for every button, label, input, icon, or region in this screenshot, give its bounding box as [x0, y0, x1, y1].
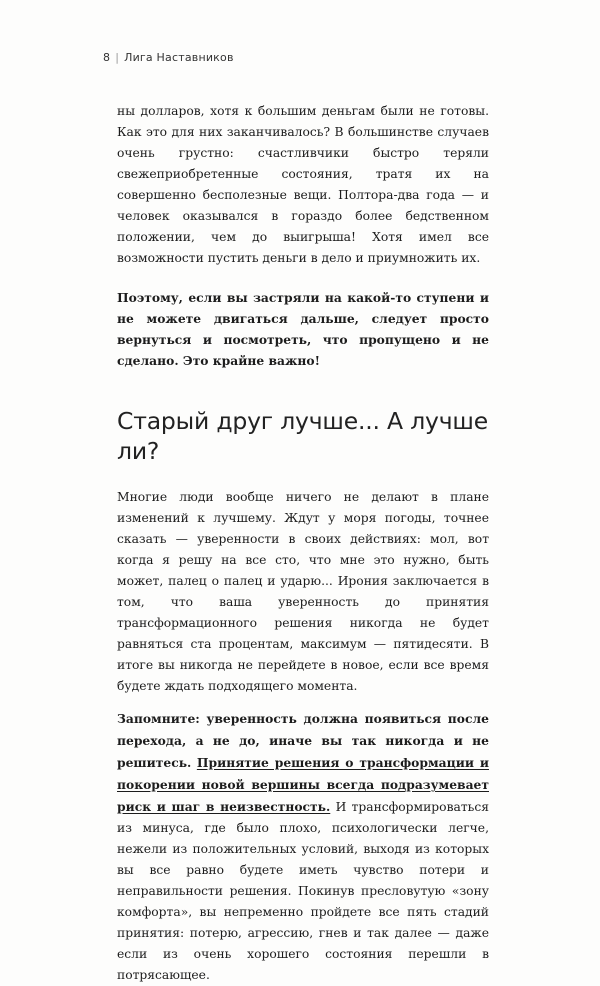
running-head	[103, 51, 234, 64]
header-separator: |	[115, 51, 120, 64]
remember-regular-text: И трансформироваться из минуса, где было плохо, психологически легче, нежели из положительных условий, выходя из которых вы все равно будете иметь чувство потери и неправильности решения. Покинув пресловутую «зону комфорта», вы непременно пройдете все пять стадий принятия: потерю, агрессию, гнев и так далее — даже если из очень хорошего состояния перешли в потрясающее.	[117, 800, 489, 982]
page-number: 8	[103, 51, 111, 64]
paragraph-body: Многие люди вообще ничего не делают в плане изменений к лучшему. Ждут у моря погоды, точнее сказать — уверенности в своих действиях: мол, вот когда я решу на все сто, что мне это нужно, быть может, палец о палец и ударю... Ирония заключается в том, что ваша уверенность до принятия трансформационного решения никогда не будет равняться ста процентам, максимум — пятидесяти. В итоге вы никогда не перейдете в новое, если все время будете ждать подходящего момента.	[117, 490, 489, 693]
book-title: Лига Наставников	[124, 51, 234, 64]
decision-underlined-text: Принятие решения о трансформации и покорении новой вершины всегда подразумевает риск и шаг в неизвестность.	[117, 755, 489, 814]
remember-bold-text: Запомните: уверенность должна появиться после перехода, а не до, иначе вы так никогда и не решитесь.	[117, 711, 489, 770]
page-body	[117, 101, 489, 986]
paragraph-continued: ны долларов, хотя к большим деньгам были не готовы. Как это для них заканчивалось? В большинстве случаев очень грустно: счастливчики быстро теряли свежеприобретенные состояния, тратя их на совершенно бесполезные вещи. Полтора-два года — и человек оказывался в гораздо более бедственном положении, чем до выигрыша! Хотя имел все возможности пустить деньги в дело и приумножить их.	[117, 104, 489, 265]
paragraph-emphasis: Поэтому, если вы застряли на какой-то ступени и не можете двигаться дальше, следует просто вернуться и посмотреть, что пропущено и не сделано. Это крайне важно!	[117, 290, 489, 368]
section-heading: Старый друг лучше... А лучше ли?	[117, 407, 488, 465]
